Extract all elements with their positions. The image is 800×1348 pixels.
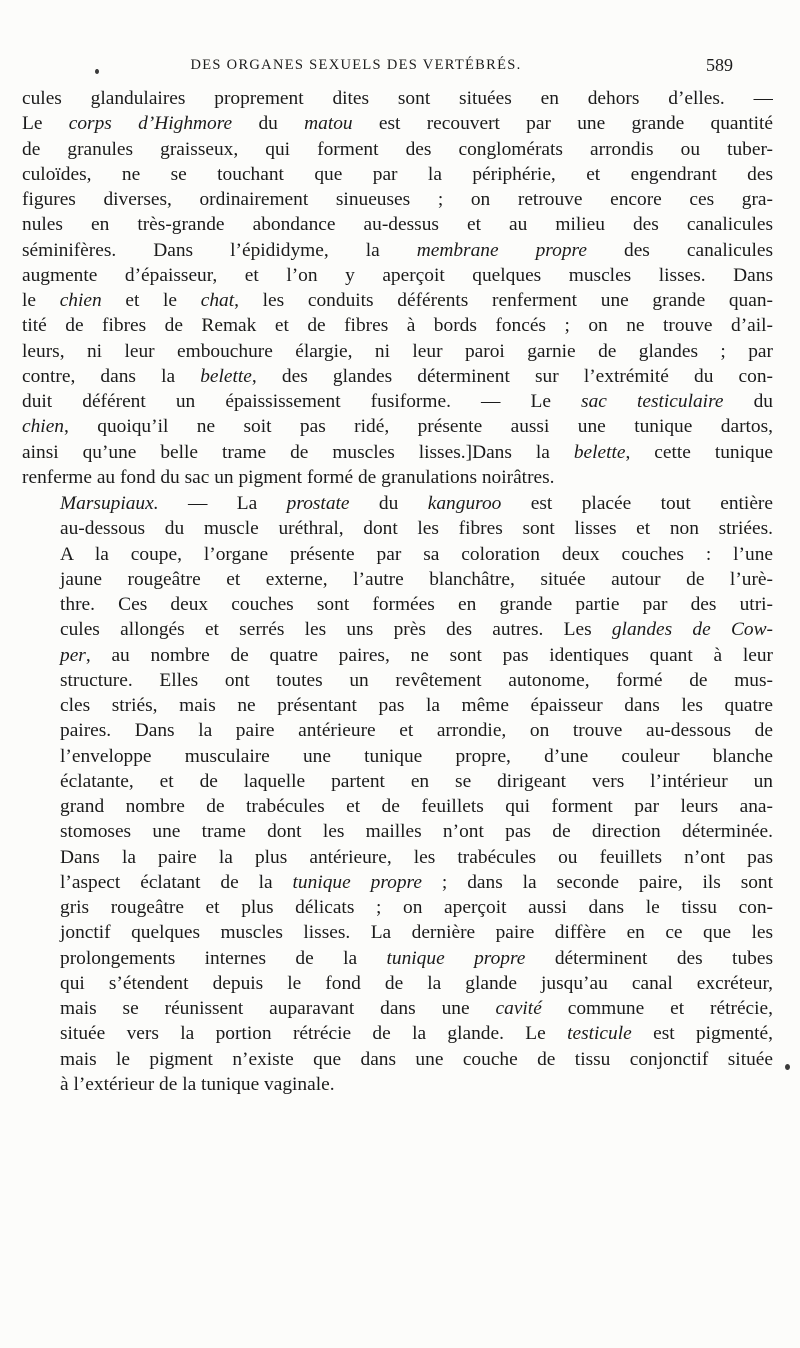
text-line (22, 339, 773, 364)
paragraph (22, 86, 773, 490)
text-run: figures diverses, ordinairement sinueuses ; on retrouve encore ces gra- (22, 189, 773, 210)
italic-run: corps d’Highmore (68, 113, 233, 135)
text-line (22, 542, 773, 567)
italic-run: matou (304, 113, 353, 135)
italic-run: prostate (286, 493, 350, 514)
text-run: commune et rétrécie, (541, 998, 773, 1019)
text-line (22, 592, 773, 617)
text-run: du (232, 113, 305, 135)
text-run: ; dans la seconde paire, ils sont (421, 871, 773, 893)
text-run: , quoiqu’il ne soit pas ridé, présente aussi une tunique dartos, (64, 416, 773, 438)
text-run: prolongements internes de la (60, 947, 387, 969)
page-header (80, 48, 733, 82)
body-text (22, 86, 773, 1097)
text-run: — La (158, 493, 287, 514)
text-run: , des glandes déterminent sur l’extrémité du con- (251, 365, 773, 387)
text-line (22, 516, 773, 541)
running-title: DES ORGANES SEXUELS DES VERTÉBRÉS. (190, 57, 522, 73)
italic-run: membrane propre (416, 239, 587, 261)
text-run: déterminent des tubes (525, 947, 773, 969)
text-run: thre. Ces deux couches sont formées en grande partie par des utri- (60, 594, 773, 615)
text-run: contre, dans la (22, 365, 201, 387)
text-line (22, 668, 773, 693)
text-line (22, 693, 773, 718)
italic-run: chien (22, 416, 64, 438)
page-number: 589 (706, 55, 733, 75)
text-line (22, 313, 773, 338)
text-line (22, 491, 773, 516)
text-run: augmente d’épaisseur, et l’on y aperçoit quelques muscles lisses. Dans (22, 264, 773, 286)
text-line (22, 845, 773, 870)
text-run: située vers la portion rétrécie de la glande. Le (60, 1023, 568, 1045)
italic-run: glandes de Cow- (611, 619, 773, 641)
ink-speck (785, 1064, 790, 1070)
italic-run: belette (573, 441, 626, 463)
text-run: cles striés, mais ne présentant pas la même épaisseur dans les quatre (60, 695, 773, 716)
text-run: structure. Elles ont toutes un revêtement autonome, formé de mus- (60, 669, 773, 691)
text-run: tité de fibres de Remak et de fibres à bords foncés ; on ne trouve d’ail- (22, 315, 773, 337)
text-run: jonctif quelques muscles lisses. La dernière paire diffère en ce que les (60, 922, 773, 944)
italic-run: testicule (567, 1023, 632, 1045)
text-line (22, 643, 773, 668)
text-line (22, 971, 773, 996)
text-run: éclatante, et de laquelle partent en se dirigeant vers l’intérieur un (60, 770, 773, 792)
italic-run: chat (200, 290, 235, 311)
text-line (22, 1047, 773, 1072)
italic-run: per (60, 644, 86, 666)
text-line (22, 162, 773, 187)
text-run: l’aspect éclatant de la (60, 871, 293, 893)
text-run: mais le pigment n’existe que dans une couche de tissu conjonctif située (60, 1048, 773, 1070)
text-line (22, 414, 773, 439)
text-line (22, 86, 773, 111)
text-run: à l’extérieur de la tunique vaginale. (60, 1073, 335, 1095)
paragraph (22, 491, 773, 1097)
text-line (22, 111, 773, 136)
text-run: Dans la paire la plus antérieure, les trabécules ou feuillets n’ont pas (60, 846, 773, 868)
text-run: jaune rougeâtre et externe, l’autre blanchâtre, située autour de l’urè- (60, 568, 773, 590)
text-run: du (723, 391, 773, 412)
text-run: de granules graisseux, qui forment des conglomérats arrondis ou tuber- (22, 138, 773, 160)
text-run: leurs, ni leur embouchure élargie, ni leur paroi garnie de glandes ; par (22, 340, 773, 362)
text-run: qui s’étendent depuis le fond de la glande jusqu’au canal excréteur, (60, 972, 773, 994)
text-run: culoïdes, ne se touchant que par la périphérie, et engendrant des (22, 163, 773, 185)
text-line (22, 288, 773, 313)
text-line (22, 364, 773, 389)
text-line (22, 440, 773, 465)
text-line (22, 238, 773, 263)
text-run: l’enveloppe musculaire une tunique propre, d’une couleur blanche (60, 745, 773, 767)
text-run: est recouvert par une grande quantité (352, 113, 773, 135)
italic-run: cavité (495, 998, 542, 1019)
text-line (22, 263, 773, 288)
text-run: paires. Dans la paire antérieure et arrondie, on trouve au-dessous de (60, 720, 773, 742)
text-run: , au nombre de quatre paires, ne sont pas identiques quant à leur (85, 644, 773, 666)
text-run: au-dessous du muscle uréthral, dont les fibres sont lisses et non striées. (60, 518, 773, 540)
text-line (22, 617, 773, 642)
text-run: cules glandulaires proprement dites sont situées en dehors d’elles. — (22, 88, 773, 109)
text-line (22, 1072, 773, 1097)
text-run: et le (101, 290, 201, 311)
text-run: grand nombre de trabécules et de feuillets qui forment par leurs ana- (60, 796, 773, 817)
italic-run: Marsupiaux. (60, 493, 159, 514)
text-run: des canalicules (586, 239, 773, 261)
text-line (22, 946, 773, 971)
italic-run: sac testiculaire (581, 391, 724, 412)
text-run: est pigmenté, (631, 1023, 773, 1045)
text-run: , cette tunique (625, 441, 773, 463)
italic-run: kanguroo (427, 493, 502, 514)
text-line (22, 794, 773, 819)
text-run: renferme au fond du sac un pigment formé de granulations noirâtres. (22, 466, 555, 488)
text-line (22, 996, 773, 1021)
text-line (22, 769, 773, 794)
ink-speck (95, 69, 99, 74)
text-line (22, 389, 773, 414)
text-run: duit déférent un épaississement fusiforme. — Le (22, 391, 582, 412)
text-run: est placée tout entière (501, 493, 773, 514)
text-line (22, 187, 773, 212)
text-run: mais se réunissent auparavant dans une (60, 998, 496, 1019)
text-run: cules allongés et serrés les uns près des autres. Les (60, 619, 612, 641)
text-run: gris rougeâtre et plus délicats ; on aperçoit aussi dans le tissu con- (60, 897, 773, 918)
text-run: le (22, 290, 60, 311)
text-run: ainsi qu’une belle trame de muscles lisses.]Dans la (22, 441, 574, 463)
text-line (22, 212, 773, 237)
text-run: stomoses une trame dont les mailles n’ont pas de direction déterminée. (60, 821, 773, 843)
text-line (22, 567, 773, 592)
text-run: A la coupe, l’organe présente par sa coloration deux couches : l’une (60, 543, 773, 565)
text-run: du (349, 493, 428, 514)
italic-run: belette (200, 365, 252, 387)
text-run: Le (22, 113, 69, 135)
text-line (22, 137, 773, 162)
italic-run: chien (59, 290, 102, 311)
text-line (22, 718, 773, 743)
text-line (22, 744, 773, 769)
italic-run: tunique propre (386, 947, 526, 969)
text-run: séminifères. Dans l’épididyme, la (22, 239, 417, 261)
text-line (22, 870, 773, 895)
text-line (22, 819, 773, 844)
text-line (22, 1021, 773, 1046)
italic-run: tunique propre (292, 871, 422, 893)
text-run: , les conduits déférents renferment une grande quan- (234, 290, 773, 311)
text-line (22, 920, 773, 945)
text-line (22, 895, 773, 920)
text-line (22, 465, 773, 490)
text-run: nules en très-grande abondance au-dessus et au milieu des canalicules (22, 214, 773, 236)
